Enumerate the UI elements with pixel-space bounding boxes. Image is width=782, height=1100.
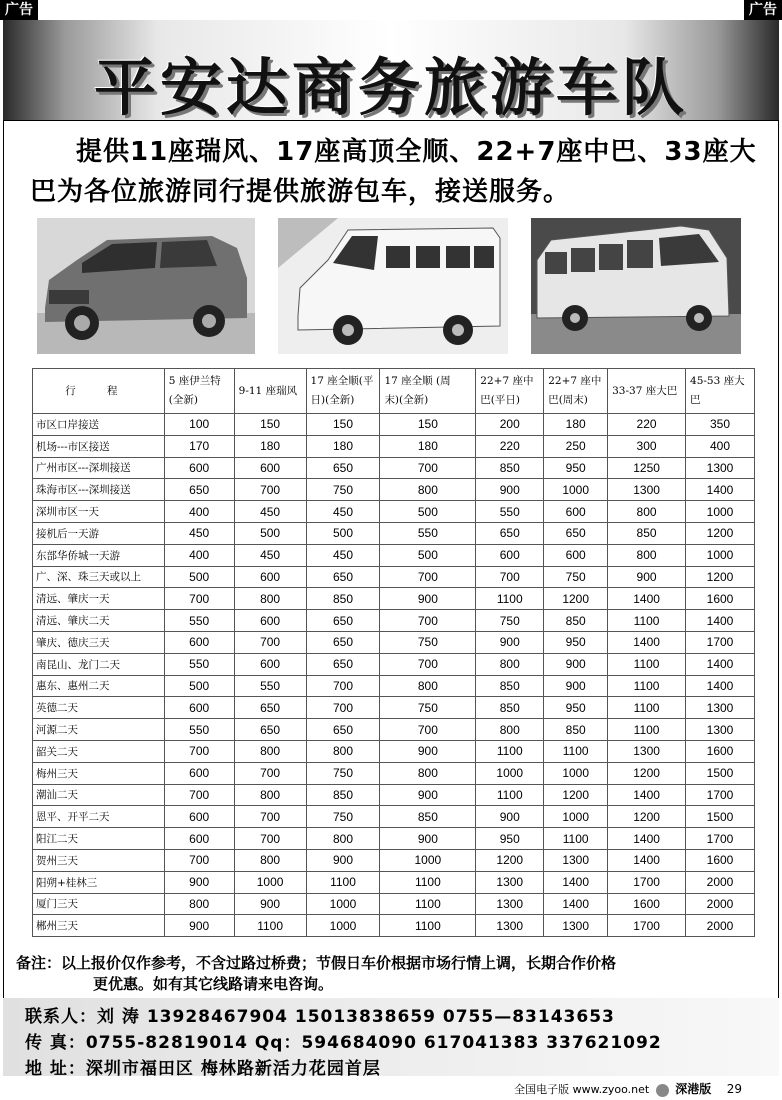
price-cell: 850 (544, 610, 608, 632)
price-cell: 600 (234, 610, 306, 632)
price-cell: 600 (164, 631, 234, 653)
price-cell: 800 (234, 849, 306, 871)
price-cell: 800 (234, 784, 306, 806)
price-cell: 950 (476, 828, 544, 850)
intro-line-2: 巴为各位旅游同行提供旅游包车，接送服务。 (30, 177, 571, 207)
table-row (33, 762, 755, 784)
price-cell: 1300 (544, 915, 608, 937)
table-row (33, 915, 755, 937)
price-cell: 450 (234, 501, 306, 523)
price-cell: 400 (686, 435, 755, 457)
price-cell: 1300 (544, 849, 608, 871)
price-cell: 600 (234, 653, 306, 675)
price-cell: 650 (306, 610, 380, 632)
price-cell: 1500 (686, 762, 755, 784)
price-cell: 700 (164, 784, 234, 806)
price-cell: 550 (164, 653, 234, 675)
route-name-cell: 机场---市区接送 (33, 435, 165, 457)
price-cell: 700 (380, 610, 476, 632)
price-cell: 800 (306, 828, 380, 850)
price-cell: 1200 (608, 762, 686, 784)
page-title: 平安达商务旅游车队 (93, 51, 688, 124)
price-cell: 650 (164, 479, 234, 501)
price-cell: 1100 (234, 915, 306, 937)
price-cell: 900 (380, 740, 476, 762)
price-cell: 650 (306, 566, 380, 588)
price-cell: 800 (234, 588, 306, 610)
contact-person: 联系人：刘 涛 13928467904 15013838659 0755—83143653 (25, 1007, 615, 1027)
table-row (33, 849, 755, 871)
table-row (33, 544, 755, 566)
route-name-cell: 贺州三天 (33, 849, 165, 871)
price-cell: 1100 (608, 653, 686, 675)
price-cell: 650 (306, 457, 380, 479)
price-cell: 600 (234, 457, 306, 479)
price-cell: 2000 (686, 893, 755, 915)
edition-text: 全国电子版 www.zyoo.net (514, 1083, 650, 1096)
price-cell: 700 (164, 740, 234, 762)
column-header: 33-37 座大巴 (608, 369, 686, 414)
price-cell: 1000 (380, 849, 476, 871)
price-cell: 1100 (608, 610, 686, 632)
price-cell: 2000 (686, 871, 755, 893)
route-name-cell: 南昆山、龙门二天 (33, 653, 165, 675)
route-name-cell: 潮汕二天 (33, 784, 165, 806)
price-cell: 700 (306, 697, 380, 719)
table-row (33, 588, 755, 610)
price-cell: 550 (476, 501, 544, 523)
remark-line-2: 更优惠。如有其它线路请来电咨询。 (93, 975, 334, 993)
price-cell: 400 (164, 501, 234, 523)
price-cell: 1000 (234, 871, 306, 893)
table-row (33, 501, 755, 523)
contact-fax-qq: 传 真：0755-82819014 Qq：594684090 617041383 337621092 (25, 1033, 662, 1053)
publication-logo-icon (656, 1084, 669, 1097)
price-cell: 600 (164, 457, 234, 479)
price-cell: 600 (164, 762, 234, 784)
price-cell: 220 (608, 414, 686, 436)
price-cell: 700 (234, 631, 306, 653)
route-name-cell: 惠东、惠州二天 (33, 675, 165, 697)
price-cell: 1000 (306, 893, 380, 915)
price-cell: 1100 (380, 915, 476, 937)
price-cell: 450 (306, 544, 380, 566)
price-cell: 700 (476, 566, 544, 588)
price-cell: 650 (476, 522, 544, 544)
title-banner (3, 20, 779, 124)
price-cell: 1600 (686, 849, 755, 871)
column-header: 45-53 座大巴 (686, 369, 755, 414)
price-cell: 750 (380, 631, 476, 653)
price-cell: 1700 (686, 631, 755, 653)
route-name-cell: 清远、肇庆二天 (33, 610, 165, 632)
price-cell: 400 (164, 544, 234, 566)
price-cell: 900 (380, 784, 476, 806)
route-name-cell: 接机后一天游 (33, 522, 165, 544)
table-row (33, 719, 755, 741)
table-row (33, 675, 755, 697)
price-cell: 1000 (686, 544, 755, 566)
price-cell: 950 (544, 697, 608, 719)
price-cell: 1200 (686, 522, 755, 544)
route-header: 行 程 (33, 369, 165, 414)
intro-line-1: 提供11座瑞风、17座高顶全顺、22+7座中巴、33座大 (76, 137, 757, 167)
price-cell: 550 (380, 522, 476, 544)
price-cell: 800 (164, 893, 234, 915)
price-cell: 1200 (686, 566, 755, 588)
high-roof-van-photo (278, 218, 508, 354)
price-cell: 650 (306, 631, 380, 653)
route-name-cell: 珠海市区---深圳接送 (33, 479, 165, 501)
price-cell: 450 (234, 544, 306, 566)
price-cell: 1000 (544, 806, 608, 828)
price-cell: 450 (306, 501, 380, 523)
route-name-cell: 河源二天 (33, 719, 165, 741)
price-cell: 900 (380, 828, 476, 850)
table-row (33, 610, 755, 632)
price-cell: 1100 (476, 588, 544, 610)
price-cell: 1100 (476, 784, 544, 806)
price-cell: 1100 (544, 740, 608, 762)
price-cell: 900 (306, 849, 380, 871)
route-name-cell: 广、深、珠三天或以上 (33, 566, 165, 588)
price-cell: 750 (476, 610, 544, 632)
price-cell: 1300 (686, 457, 755, 479)
price-cell: 600 (164, 697, 234, 719)
table-row (33, 740, 755, 762)
price-cell: 1200 (544, 784, 608, 806)
remark-note (16, 953, 771, 995)
price-cell: 800 (476, 653, 544, 675)
price-cell: 600 (164, 828, 234, 850)
price-cell: 700 (306, 675, 380, 697)
price-cell: 1100 (608, 697, 686, 719)
price-cell: 1400 (544, 893, 608, 915)
price-cell: 170 (164, 435, 234, 457)
price-cell: 550 (164, 610, 234, 632)
price-cell: 700 (234, 762, 306, 784)
price-cell: 700 (380, 457, 476, 479)
price-cell: 1100 (380, 893, 476, 915)
price-cell: 900 (164, 915, 234, 937)
table-row (33, 653, 755, 675)
table-row (33, 479, 755, 501)
price-cell: 1300 (476, 915, 544, 937)
price-cell: 1600 (608, 893, 686, 915)
price-cell: 600 (164, 806, 234, 828)
column-header: 17 座全顺(平 日)(全新) (306, 369, 380, 414)
price-cell: 1700 (608, 915, 686, 937)
page-footer (514, 1080, 742, 1097)
column-header: 22+7 座中 巴(周末) (544, 369, 608, 414)
price-cell: 700 (380, 653, 476, 675)
price-cell: 800 (608, 544, 686, 566)
price-cell: 850 (476, 457, 544, 479)
price-cell: 350 (686, 414, 755, 436)
intro-text (30, 132, 760, 212)
price-cell: 800 (380, 675, 476, 697)
price-cell: 500 (164, 675, 234, 697)
price-cell: 900 (476, 631, 544, 653)
price-cell: 650 (306, 653, 380, 675)
price-cell: 700 (164, 588, 234, 610)
price-cell: 1100 (476, 740, 544, 762)
price-cell: 550 (234, 675, 306, 697)
price-cell: 700 (234, 479, 306, 501)
price-cell: 450 (164, 522, 234, 544)
price-cell: 850 (380, 806, 476, 828)
route-name-cell: 东部华侨城一天游 (33, 544, 165, 566)
price-cell: 900 (164, 871, 234, 893)
route-name-cell: 深圳市区一天 (33, 501, 165, 523)
price-cell: 650 (544, 522, 608, 544)
price-cell: 550 (164, 719, 234, 741)
price-cell: 600 (476, 544, 544, 566)
column-header: 17 座全顺 (周 末)(全新) (380, 369, 476, 414)
price-cell: 180 (306, 435, 380, 457)
price-cell: 700 (234, 806, 306, 828)
price-cell: 1300 (476, 893, 544, 915)
price-cell: 900 (380, 588, 476, 610)
price-cell: 1300 (686, 697, 755, 719)
price-cell: 500 (164, 566, 234, 588)
table-row (33, 828, 755, 850)
price-cell: 1400 (608, 631, 686, 653)
price-cell: 1400 (608, 784, 686, 806)
price-cell: 600 (234, 566, 306, 588)
price-cell: 750 (380, 697, 476, 719)
price-cell: 220 (476, 435, 544, 457)
route-name-cell: 阳朔+桂林三 (33, 871, 165, 893)
price-cell: 850 (544, 719, 608, 741)
price-cell: 1200 (476, 849, 544, 871)
price-cell: 1200 (608, 806, 686, 828)
price-cell: 1400 (686, 479, 755, 501)
section-name: 深港版 (675, 1082, 712, 1096)
table-row (33, 414, 755, 436)
remark-line-1: 备注：以上报价仅作参考，不含过路过桥费；节假日车价根据市场行情上调，长期合作价格 (16, 954, 617, 972)
price-cell: 1200 (544, 588, 608, 610)
price-cell: 1000 (476, 762, 544, 784)
price-cell: 100 (164, 414, 234, 436)
price-cell: 1300 (476, 871, 544, 893)
table-row (33, 893, 755, 915)
price-cell: 500 (234, 522, 306, 544)
table-row (33, 806, 755, 828)
page-number: 29 (726, 1082, 742, 1096)
price-cell: 1100 (608, 719, 686, 741)
price-cell: 180 (544, 414, 608, 436)
table-row (33, 697, 755, 719)
column-header: 5 座伊兰特 (全新) (164, 369, 234, 414)
price-cell: 1100 (306, 871, 380, 893)
price-cell: 900 (608, 566, 686, 588)
route-name-cell: 英德二天 (33, 697, 165, 719)
price-cell: 750 (306, 479, 380, 501)
price-cell: 850 (306, 588, 380, 610)
table-row (33, 566, 755, 588)
table-row (33, 457, 755, 479)
price-cell: 1600 (686, 740, 755, 762)
price-cell: 1100 (544, 828, 608, 850)
price-cell: 900 (476, 479, 544, 501)
price-cell: 900 (544, 675, 608, 697)
price-cell: 950 (544, 457, 608, 479)
price-cell: 850 (476, 675, 544, 697)
price-cell: 200 (476, 414, 544, 436)
price-cell: 800 (476, 719, 544, 741)
price-cell: 500 (380, 544, 476, 566)
price-cell: 150 (380, 414, 476, 436)
price-cell: 600 (544, 501, 608, 523)
price-cell: 1000 (544, 762, 608, 784)
route-name-cell: 市区口岸接送 (33, 414, 165, 436)
price-cell: 1400 (608, 828, 686, 850)
price-cell: 900 (476, 806, 544, 828)
minibus-photo (531, 218, 741, 354)
price-cell: 800 (608, 501, 686, 523)
price-cell: 180 (380, 435, 476, 457)
price-cell: 1400 (686, 675, 755, 697)
price-cell: 650 (234, 697, 306, 719)
price-cell: 1000 (686, 501, 755, 523)
route-name-cell: 肇庆、德庆三天 (33, 631, 165, 653)
table-row (33, 631, 755, 653)
price-cell: 1000 (544, 479, 608, 501)
price-cell: 1400 (608, 588, 686, 610)
column-header: 9-11 座瑞风 (234, 369, 306, 414)
table-row (33, 871, 755, 893)
route-name-cell: 广州市区---深圳接送 (33, 457, 165, 479)
minivan-photo (37, 218, 255, 354)
price-cell: 1600 (686, 588, 755, 610)
contact-panel (3, 998, 779, 1079)
price-cell: 500 (380, 501, 476, 523)
price-cell: 1300 (608, 479, 686, 501)
price-cell: 850 (476, 697, 544, 719)
price-cell: 750 (306, 806, 380, 828)
route-name-cell: 阳江二天 (33, 828, 165, 850)
table-row (33, 435, 755, 457)
price-cell: 1400 (608, 849, 686, 871)
price-cell: 1250 (608, 457, 686, 479)
column-header: 22+7 座中 巴(平日) (476, 369, 544, 414)
price-cell: 800 (234, 740, 306, 762)
price-cell: 2000 (686, 915, 755, 937)
price-cell: 800 (306, 740, 380, 762)
route-name-cell: 厦门三天 (33, 893, 165, 915)
price-cell: 850 (306, 784, 380, 806)
price-cell: 1100 (608, 675, 686, 697)
route-name-cell: 韶关二天 (33, 740, 165, 762)
price-cell: 500 (306, 522, 380, 544)
table-header-row (33, 369, 755, 414)
price-cell: 1500 (686, 806, 755, 828)
ad-label-left: 广告 (0, 0, 38, 20)
price-table (32, 368, 755, 937)
price-cell: 1700 (686, 828, 755, 850)
price-cell: 1100 (380, 871, 476, 893)
price-cell: 700 (380, 719, 476, 741)
price-cell: 300 (608, 435, 686, 457)
price-cell: 250 (544, 435, 608, 457)
price-cell: 1400 (686, 653, 755, 675)
route-name-cell: 恩平、开平二天 (33, 806, 165, 828)
price-cell: 150 (306, 414, 380, 436)
contact-address: 地 址：深圳市福田区 梅林路新活力花园首层 (25, 1059, 381, 1079)
price-cell: 700 (164, 849, 234, 871)
price-cell: 650 (234, 719, 306, 741)
price-cell: 750 (544, 566, 608, 588)
price-cell: 150 (234, 414, 306, 436)
price-cell: 1300 (608, 740, 686, 762)
price-cell: 900 (544, 653, 608, 675)
route-name-cell: 清远、肇庆一天 (33, 588, 165, 610)
price-cell: 650 (306, 719, 380, 741)
price-cell: 1700 (686, 784, 755, 806)
price-cell: 1400 (544, 871, 608, 893)
price-cell: 850 (608, 522, 686, 544)
table-row (33, 522, 755, 544)
price-cell: 700 (234, 828, 306, 850)
price-cell: 1300 (686, 719, 755, 741)
price-cell: 180 (234, 435, 306, 457)
price-cell: 950 (544, 631, 608, 653)
ad-label-right: 广告 (744, 0, 782, 20)
price-cell: 700 (380, 566, 476, 588)
price-cell: 750 (306, 762, 380, 784)
price-cell: 900 (234, 893, 306, 915)
price-cell: 800 (380, 479, 476, 501)
price-cell: 1700 (608, 871, 686, 893)
price-cell: 800 (380, 762, 476, 784)
price-cell: 1000 (306, 915, 380, 937)
price-cell: 600 (544, 544, 608, 566)
table-row (33, 784, 755, 806)
price-cell: 1400 (686, 610, 755, 632)
route-name-cell: 郴州三天 (33, 915, 165, 937)
route-name-cell: 梅州三天 (33, 762, 165, 784)
